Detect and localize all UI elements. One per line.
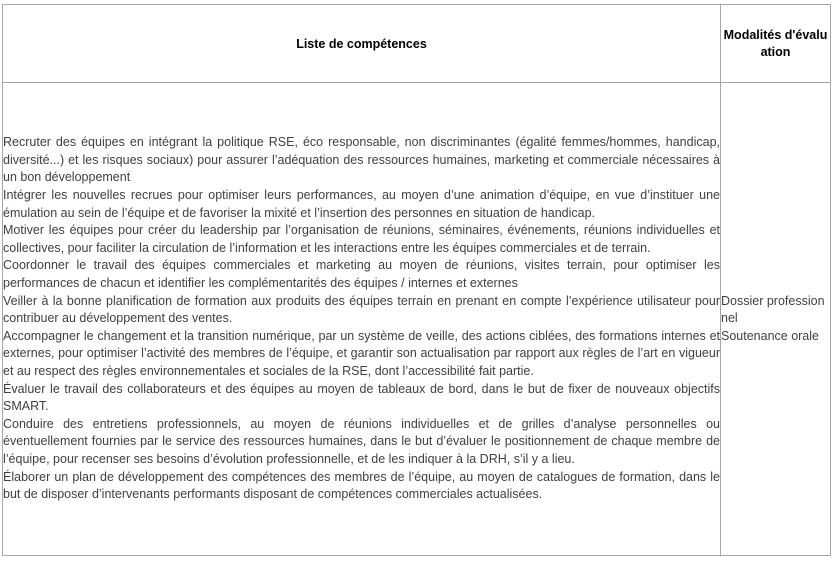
skill-item: Coordonner le travail des équipes commerciales et marketing au moyen de réunions, visites terrain, pour optimiser les performances de chacun et identifier les complémentarités des équipes / internes et externes	[3, 258, 720, 291]
skill-item: Élaborer un plan de développement des compétences des membres de l’équipe, au moyen de catalogues de formation, dans le but de disposer d’intervenants performants disposant de compétences commerciales actualisées.	[3, 469, 720, 502]
skill-item: Conduire des entretiens professionnels, au moyen de réunions individuelles et de grilles d’analyse personnelles ou éventuellement fournies par le service des ressources humaines, dans le but d’évaluer le positionnement de chaque membre de l’équipe, pour recenser ses besoins d’évolution professionnelle, et de les indiquer à la DRH, s’il y a lieu.	[3, 416, 720, 466]
evaluation-cell	[721, 83, 831, 556]
evaluation-soutenance: Soutenance orale	[721, 328, 819, 343]
table-header-row	[3, 5, 831, 83]
skill-item: Veiller à la bonne planification de formation aux produits des équipes terrain en prenant en compte l’expérience utilisateur pour contribuer au développement des ventes.	[3, 293, 720, 326]
skill-item: Recruter des équipes en intégrant la politique RSE, éco responsable, non discriminantes (égalité femmes/hommes, handicap, diversité...) et les risques sociaux) pour assurer l’adéquation des ressources humaines, marketing et commerciale nécessaires à un bon développement	[3, 135, 720, 185]
evaluation-dossier: Dossier professionnel	[721, 293, 825, 326]
skills-column-header: Liste de compétences	[3, 5, 721, 83]
table-body-row	[3, 83, 831, 556]
skills-cell	[3, 83, 721, 556]
skill-item: Accompagner le changement et la transition numérique, par un système de veille, des actions ciblées, des formations internes et externes, pour optimiser l’activité des membres de l’équipe, et garantir son actualisation par rapport aux règles de l’art en vigueur et au respect des règles environnementales et sociales de la RSE, dont l’accessibilité fait partie.	[3, 328, 720, 378]
skill-item: Évaluer le travail des collaborateurs et des équipes au moyen de tableaux de bord, dans le but de fixer de nouveaux objectifs SMART.	[3, 381, 720, 414]
skill-item: Motiver les équipes pour créer du leadership par l’organisation de réunions, séminaires, événements, réunions individuelles et collectives, pour faciliter la circulation de l’information et les interactions entre les équipes commerciales et de terrain.	[3, 223, 720, 255]
skills-table	[2, 4, 831, 556]
evaluation-column-header: Modalités d'évaluation	[721, 5, 831, 83]
skill-item: Intégrer les nouvelles recrues pour optimiser leurs performances, au moyen d’une animation d’équipe, en vue d’instituer une émulation au sein de l’équipe et de favoriser la mixité et l’insertion des personnes en situation de handicap.	[3, 188, 720, 220]
